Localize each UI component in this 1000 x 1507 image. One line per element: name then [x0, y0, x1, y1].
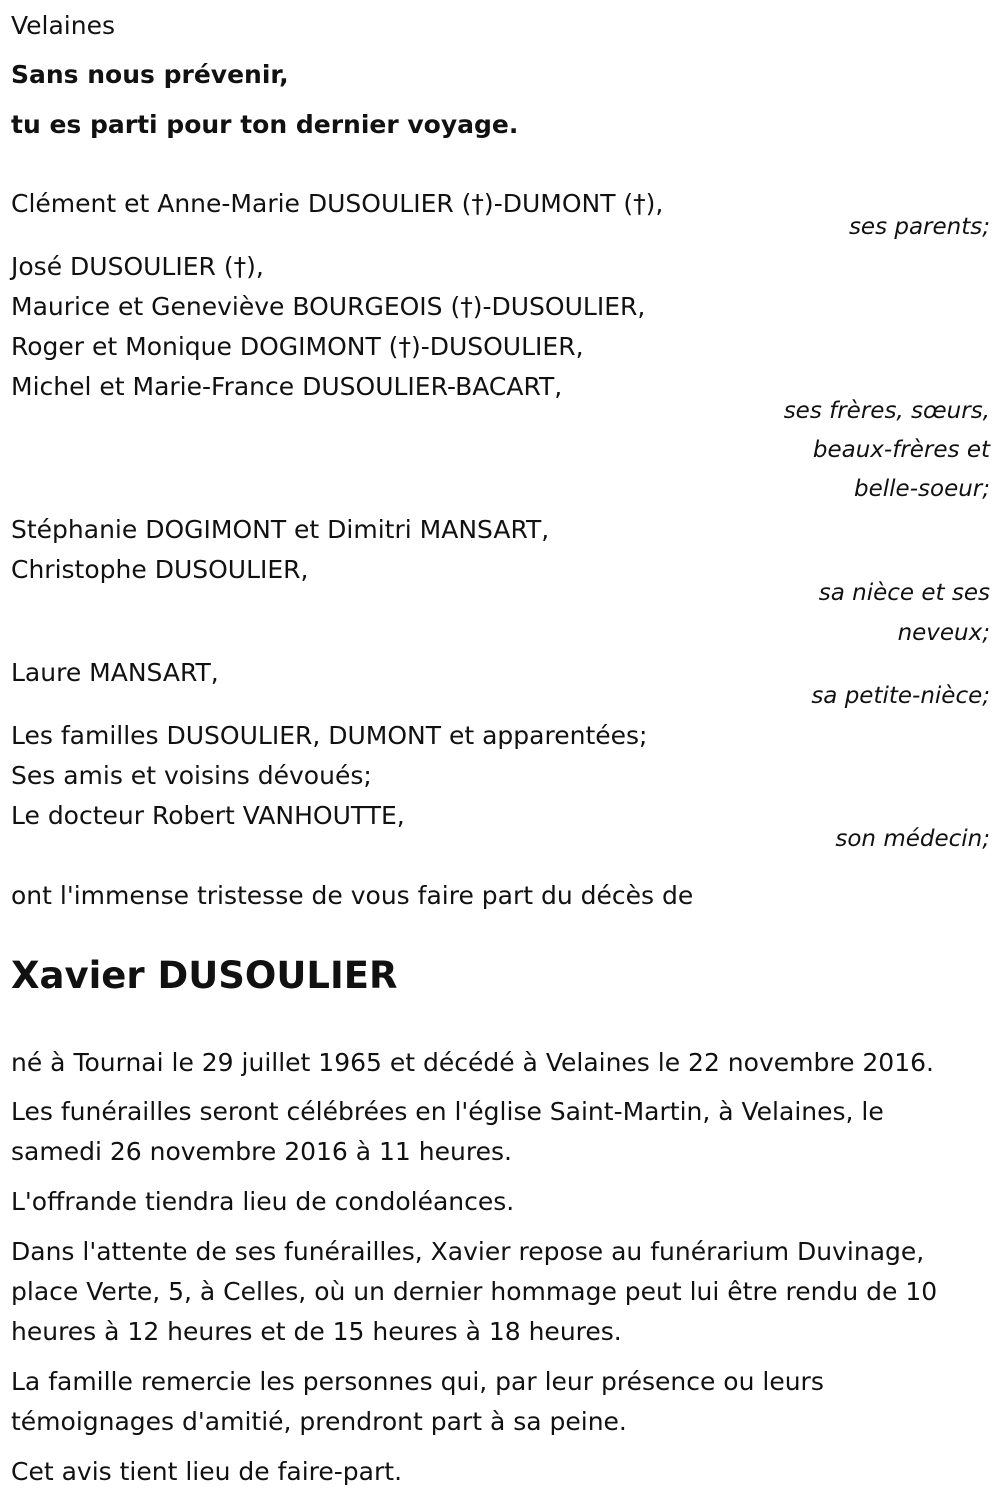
sibling-name: Michel et Marie-France DUSOULIER-BACART,	[11, 372, 563, 401]
intro-line-1: Sans nous prévenir,	[11, 60, 289, 89]
thanks-line: La famille remercie les personnes qui, par leur présence ou leurs	[11, 1367, 824, 1396]
funeral-line: Les funérailles seront célébrées en l'église Saint-Martin, à Velaines, le	[11, 1097, 884, 1126]
parents-names: Clément et Anne-Marie DUSOULIER (†)-DUMONT (†),	[11, 189, 664, 218]
sibling-name: José DUSOULIER (†),	[11, 252, 264, 281]
niece-nephew-name: Stéphanie DOGIMONT et Dimitri MANSART,	[11, 515, 550, 544]
viewing-line: Dans l'attente de ses funérailles, Xavier repose au funérarium Duvinage,	[11, 1237, 925, 1266]
niece-nephews-role-line: sa nièce et ses	[818, 580, 990, 606]
other-mourner: Le docteur Robert VANHOUTTE,	[11, 801, 405, 830]
sibling-name: Roger et Monique DOGIMONT (†)-DUSOULIER,	[11, 332, 584, 361]
deceased-name: Xavier DUSOULIER	[11, 954, 398, 997]
sibling-name: Maurice et Geneviève BOURGEOIS (†)-DUSOULIER,	[11, 292, 646, 321]
thanks-line: témoignages d'amitié, prendront part à sa peine.	[11, 1407, 627, 1436]
funeral-line: samedi 26 novembre 2016 à 11 heures.	[11, 1137, 512, 1166]
viewing-line: place Verte, 5, à Celles, où un dernier hommage peut lui être rendu de 10	[11, 1277, 938, 1306]
viewing-line: heures à 12 heures et de 15 heures à 18 heures.	[11, 1317, 622, 1346]
grandniece-role: sa petite-nièce;	[811, 683, 990, 709]
parents-role: ses parents;	[848, 214, 990, 240]
other-mourner: Les familles DUSOULIER, DUMONT et apparentées;	[11, 721, 648, 750]
birth-death-line: né à Tournai le 29 juillet 1965 et décédé à Velaines le 22 novembre 2016.	[11, 1048, 934, 1077]
intro-line-2: tu es parti pour ton dernier voyage.	[11, 110, 519, 139]
siblings-role-line: belle-soeur;	[854, 476, 990, 502]
doctor-role: son médecin;	[835, 826, 990, 852]
grandniece-name: Laure MANSART,	[11, 658, 219, 687]
announcement: ont l'immense tristesse de vous faire part du décès de	[11, 881, 694, 910]
offering-line: L'offrande tiendra lieu de condoléances.	[11, 1187, 515, 1216]
closing-line: Cet avis tient lieu de faire-part.	[11, 1457, 403, 1486]
other-mourner: Ses amis et voisins dévoués;	[11, 761, 372, 790]
siblings-role-line: ses frères, sœurs,	[783, 398, 990, 424]
siblings-role-line: beaux-frères et	[812, 437, 990, 463]
niece-nephews-role-line: neveux;	[897, 620, 990, 646]
niece-nephew-name: Christophe DUSOULIER,	[11, 555, 309, 584]
location: Velaines	[11, 11, 116, 40]
